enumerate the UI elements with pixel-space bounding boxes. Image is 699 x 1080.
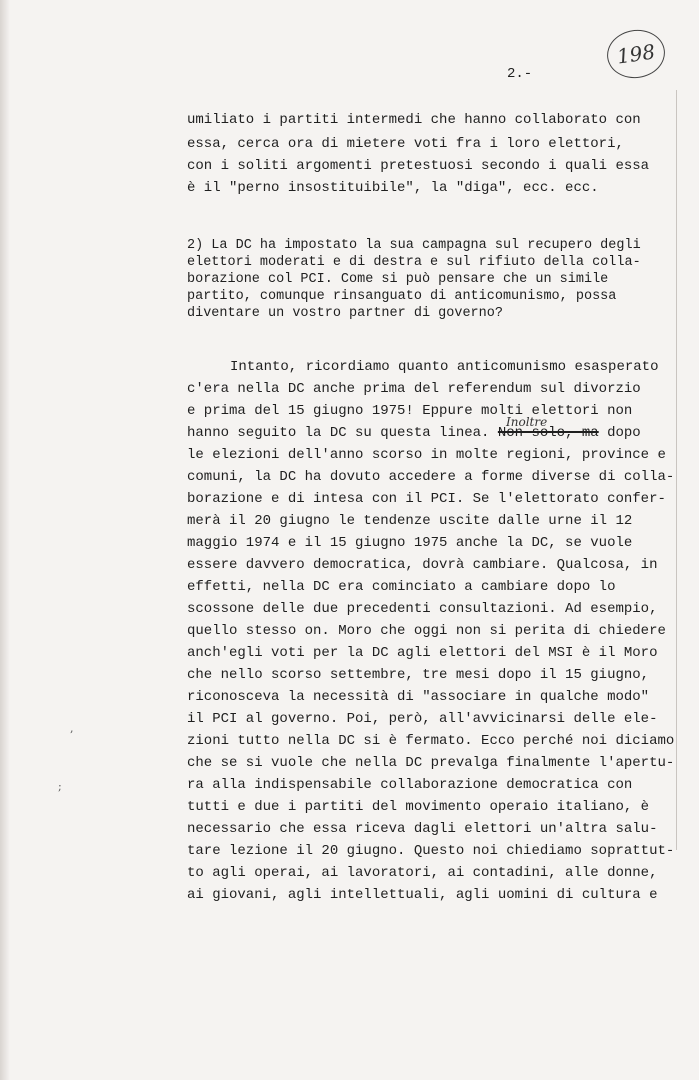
page-number: 2.- xyxy=(507,66,533,82)
answer-line: borazione e di intesa con il PCI. Se l'elettorato confer- xyxy=(187,491,666,507)
text-line: umiliato i partiti intermedi che hanno collaborato con xyxy=(187,112,641,128)
struck-text: Non solo, ma xyxy=(497,425,599,441)
answer-line: comuni, la DC ha dovuto accedere a forme diverse di colla- xyxy=(187,469,675,485)
answer-line: necessario che essa riceva dagli elettori un'altra salu- xyxy=(187,821,658,837)
margin-rule xyxy=(676,90,677,850)
page-edge-shadow xyxy=(0,0,10,1080)
answer-line: e prima del 15 giugno 1975! Eppure molti elettori non xyxy=(187,403,633,419)
archive-stamp xyxy=(604,26,668,82)
answer-line: Intanto, ricordiamo quanto anticomunismo esasperato xyxy=(230,359,659,375)
answer-line: tare lezione il 20 giugno. Questo noi chiediamo soprattut- xyxy=(187,843,675,859)
question-line: borazione col PCI. Come si può pensare che un simile xyxy=(187,272,609,287)
margin-pen-mark: , xyxy=(70,722,74,735)
answer-line-corrected xyxy=(187,425,641,441)
answer-line: effetti, nella DC era cominciato a cambiare dopo lo xyxy=(187,579,616,595)
answer-line: il PCI al governo. Poi, però, all'avvicinarsi delle ele- xyxy=(187,711,658,727)
answer-line: c'era nella DC anche prima del referendum sul divorzio xyxy=(187,381,641,397)
answer-line: riconosceva la necessità di "associare in qualche modo" xyxy=(187,689,650,705)
question-line: partito, comunque rinsanguato di anticomunismo, possa xyxy=(187,289,617,304)
text-line: è il "perno insostituibile", la "diga", ecc. ecc. xyxy=(187,180,599,196)
answer-line: le elezioni dell'anno scorso in molte regioni, province e xyxy=(187,447,666,463)
question-line: diventare un vostro partner di governo? xyxy=(187,306,503,321)
answer-line: ra alla indispensabile collaborazione democratica con xyxy=(187,777,633,793)
answer-line: maggio 1974 e il 15 giugno 1975 anche la DC, se vuole xyxy=(187,535,633,551)
answer-line: che nello scorso settembre, tre mesi dopo il 15 giugno, xyxy=(187,667,650,683)
answer-line: quello stesso on. Moro che oggi non si perita di chiedere xyxy=(187,623,666,639)
answer-line: essere davvero democratica, dovrà cambiare. Qualcosa, in xyxy=(187,557,658,573)
answer-line: merà il 20 giugno le tendenze uscite dalle urne il 12 xyxy=(187,513,633,529)
question-line: elettori moderati e di destra e sul rifiuto della colla- xyxy=(187,255,641,270)
text-line: con i soliti argomenti pretestuosi secondo i quali essa xyxy=(187,158,650,174)
answer-line: che se si vuole che nella DC prevalga finalmente l'apertu- xyxy=(187,755,675,771)
handwritten-correction: Inoltre xyxy=(506,415,548,429)
question-line: 2) La DC ha impostato la sua campagna sul recupero degli xyxy=(187,238,641,253)
answer-line: anch'egli voti per la DC agli elettori del MSI è il Moro xyxy=(187,645,658,661)
text-line: essa, cerca ora di mietere voti fra i loro elettori, xyxy=(187,136,624,152)
margin-pen-mark: ; xyxy=(58,780,62,793)
answer-line: zioni tutto nella DC si è fermato. Ecco perché noi diciamo xyxy=(187,733,675,749)
answer-line: tutti e due i partiti del movimento operaio italiano, è xyxy=(187,799,650,815)
answer-line: ai giovani, agli intellettuali, agli uomini di cultura e xyxy=(187,887,658,903)
stamp-number: 198 xyxy=(615,39,657,69)
answer-line: scossone delle due precedenti consultazioni. Ad esempio, xyxy=(187,601,658,617)
answer-text: hanno seguito la DC su questa linea. xyxy=(187,425,498,441)
answer-text: dopo xyxy=(598,425,641,441)
answer-line: to agli operai, ai lavoratori, ai contadini, alle donne, xyxy=(187,865,658,881)
